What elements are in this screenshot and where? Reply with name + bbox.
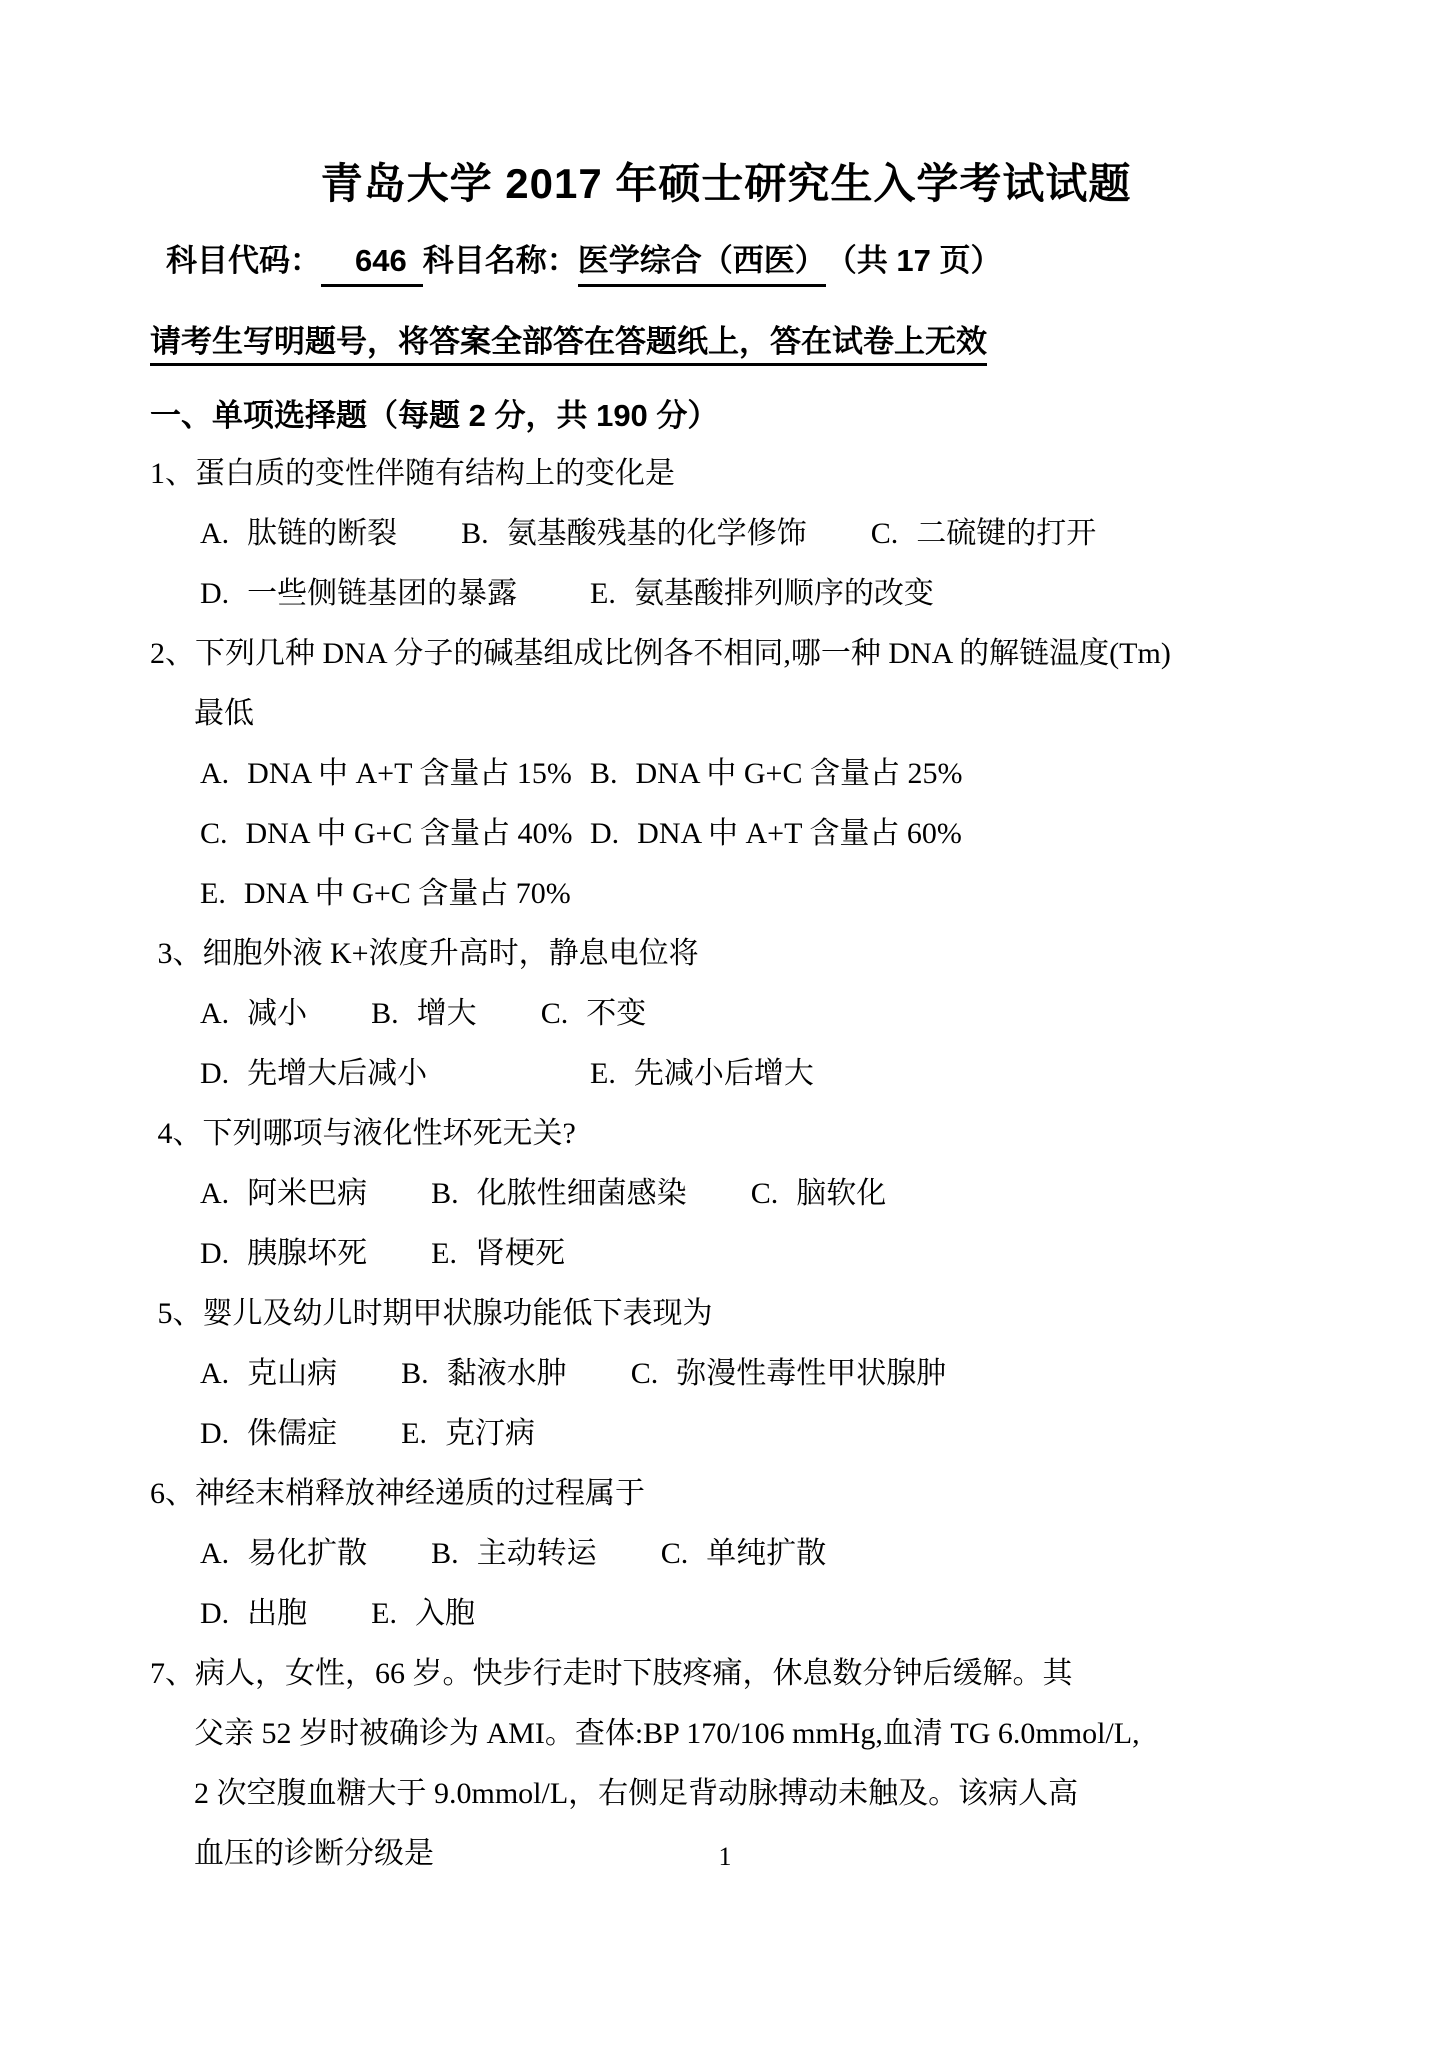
question-stem-continuation xyxy=(150,1764,1302,1824)
option-text: 化脓性细菌感染 xyxy=(476,1177,687,1210)
option-label: D. xyxy=(200,1057,230,1090)
option-label: B. xyxy=(590,757,618,790)
question xyxy=(150,1464,1302,1644)
question-number: 2、 xyxy=(150,637,195,670)
option xyxy=(461,504,807,564)
option-label: D. xyxy=(200,1237,230,1270)
option-text: 先增大后减小 xyxy=(247,1057,428,1090)
option xyxy=(431,1524,597,1584)
option-text: 脑软化 xyxy=(796,1177,887,1210)
option-text: 氨基酸排列顺序的改变 xyxy=(633,577,934,610)
option xyxy=(200,1224,367,1284)
option-label: D. xyxy=(200,1417,230,1450)
question-stem-text: 下列哪项与液化性坏死无关? xyxy=(202,1117,576,1150)
question xyxy=(150,1284,1302,1464)
option-label: E. xyxy=(401,1417,427,1450)
option xyxy=(200,1524,367,1584)
option xyxy=(200,1404,337,1464)
question-number: 6、 xyxy=(150,1477,195,1510)
option xyxy=(200,804,590,864)
option-label: B. xyxy=(461,517,489,550)
option xyxy=(200,744,590,804)
option-text: 出胞 xyxy=(247,1597,308,1630)
option xyxy=(401,1344,567,1404)
question-stem-line xyxy=(150,1464,1302,1524)
page-title: 青岛大学 2017 年硕士研究生入学考试试题 xyxy=(320,160,1132,207)
question-stem-line xyxy=(150,1284,1302,1344)
question xyxy=(150,924,1302,1104)
option-label: E. xyxy=(590,577,616,610)
option-text: DNA 中 G+C 含量占 25% xyxy=(635,757,963,790)
question-number: 3、 xyxy=(150,937,203,970)
question-number: 5、 xyxy=(150,1297,203,1330)
option-label: A. xyxy=(200,1357,230,1390)
subject-pages-note: （共 17 页） xyxy=(825,243,1002,278)
option-text: 易化扩散 xyxy=(247,1537,368,1570)
option-label: B. xyxy=(401,1357,429,1390)
option-label: A. xyxy=(200,1177,230,1210)
option-row xyxy=(150,984,1302,1044)
option-text: 入胞 xyxy=(415,1597,475,1630)
option-text: 氨基酸残基的化学修饰 xyxy=(506,517,807,550)
option-text: 二硫键的打开 xyxy=(916,517,1097,550)
option-text: 侏儒症 xyxy=(247,1417,338,1450)
option xyxy=(541,984,647,1044)
question-stem-text: 病人，女性，66 岁。快步行走时下肢疼痛，休息数分钟后缓解。其 xyxy=(195,1657,1073,1690)
option xyxy=(431,1224,565,1284)
option-row xyxy=(150,864,1302,924)
question-stem-text: 下列几种 DNA 分子的碱基组成比例各不相同,哪一种 DNA 的解链温度(Tm) xyxy=(195,637,1171,670)
notice-text: 请考生写明题号，将答案全部答在答题纸上，答在试卷上无效 xyxy=(150,321,987,366)
option-row xyxy=(150,504,1302,564)
option xyxy=(631,1344,947,1404)
option-row xyxy=(150,1404,1302,1464)
option-label: C. xyxy=(630,1357,659,1390)
question-stem-text: 婴儿及幼儿时期甲状腺功能低下表现为 xyxy=(202,1297,713,1330)
option xyxy=(590,1044,814,1104)
question-stem-continuation xyxy=(150,1704,1302,1764)
option-label: E. xyxy=(200,877,226,910)
option-text: 增大 xyxy=(416,997,477,1030)
question-stem-line xyxy=(150,924,1302,984)
option xyxy=(431,1164,687,1224)
option-text: 黏液水肿 xyxy=(446,1357,567,1390)
question-stem-text: 父亲 52 岁时被确诊为 AMI。查体:BP 170/106 mmHg,血清 TG 6.0mmol/L, xyxy=(194,1717,1140,1750)
option-label: D. xyxy=(200,577,230,610)
option-text: 先减小后增大 xyxy=(633,1057,814,1090)
question-stem-continuation xyxy=(150,684,1302,744)
option xyxy=(371,984,477,1044)
option-row xyxy=(150,1584,1302,1644)
option-text: 克汀病 xyxy=(445,1417,535,1450)
option-text: 弥漫性毒性甲状腺肿 xyxy=(676,1357,947,1390)
option-text: 肾梗死 xyxy=(475,1237,565,1270)
questions-list xyxy=(150,444,1302,1884)
option xyxy=(661,1524,827,1584)
option-label: B. xyxy=(431,1177,459,1210)
option-label: A. xyxy=(200,1537,230,1570)
option-text: 主动转运 xyxy=(476,1537,597,1570)
question-stem-text: 血压的诊断分级是 xyxy=(194,1837,434,1870)
option-row xyxy=(150,1044,1302,1104)
option-text: 减小 xyxy=(247,997,308,1030)
option-text: 单纯扩散 xyxy=(706,1537,827,1570)
question-stem-line xyxy=(150,624,1302,684)
option-text: DNA 中 G+C 含量占 40% xyxy=(245,817,573,850)
option xyxy=(200,1164,367,1224)
page-number: 1 xyxy=(718,1842,732,1871)
option xyxy=(751,1164,887,1224)
option xyxy=(590,744,962,804)
question-stem-text: 2 次空腹血糖大于 9.0mmol/L，右侧足背动脉搏动未触及。该病人高 xyxy=(194,1777,1079,1810)
option-text: 胰腺坏死 xyxy=(247,1237,368,1270)
option xyxy=(200,864,571,924)
option-label: C. xyxy=(870,517,899,550)
question-stem-text: 最低 xyxy=(194,697,254,730)
question xyxy=(150,1104,1302,1284)
option-label: C. xyxy=(540,997,569,1030)
option-label: E. xyxy=(590,1057,616,1090)
question xyxy=(150,444,1302,624)
option-label: D. xyxy=(590,817,620,850)
option xyxy=(200,1044,590,1104)
question-stem-line xyxy=(150,444,1302,504)
option-row xyxy=(150,1164,1302,1224)
option-label: C. xyxy=(200,817,228,850)
option-label: B. xyxy=(371,997,399,1030)
subject-code-label: 科目代码： xyxy=(166,243,321,278)
question xyxy=(150,624,1302,924)
subject-line xyxy=(150,238,1302,287)
subject-code: 646 xyxy=(321,238,423,287)
option-text: DNA 中 G+C 含量占 70% xyxy=(243,877,571,910)
option-row xyxy=(150,1344,1302,1404)
subject-name: 医学综合（西医） xyxy=(578,238,826,287)
option xyxy=(401,1404,535,1464)
option xyxy=(371,1584,475,1644)
question-stem-line xyxy=(150,1644,1302,1704)
option-row xyxy=(150,804,1302,864)
option xyxy=(200,504,397,564)
option xyxy=(200,984,307,1044)
option-text: 阿米巴病 xyxy=(247,1177,368,1210)
option-label: A. xyxy=(200,757,230,790)
subject-name-label: 科目名称： xyxy=(422,243,578,278)
option-text: DNA 中 A+T 含量占 15% xyxy=(247,757,572,790)
option-label: A. xyxy=(200,517,230,550)
option xyxy=(590,804,962,864)
option xyxy=(200,1344,337,1404)
option-row xyxy=(150,564,1302,624)
option-text: DNA 中 A+T 含量占 60% xyxy=(637,817,962,850)
option xyxy=(590,564,934,624)
question-stem-line xyxy=(150,1104,1302,1164)
option xyxy=(200,564,590,624)
question-number: 7、 xyxy=(150,1657,195,1690)
option-row xyxy=(150,744,1302,804)
question-stem-text: 细胞外液 K+浓度升高时，静息电位将 xyxy=(202,937,699,970)
option-label: B. xyxy=(431,1537,459,1570)
question-stem-text: 神经末梢释放神经递质的过程属于 xyxy=(195,1477,645,1510)
section-heading: 一、单项选择题（每题 2 分，共 190 分） xyxy=(150,398,719,433)
option-label: C. xyxy=(750,1177,779,1210)
option-label: A. xyxy=(200,997,230,1030)
option-row xyxy=(150,1224,1302,1284)
notice-row xyxy=(150,287,1302,366)
option xyxy=(200,1584,307,1644)
option xyxy=(871,504,1097,564)
option-label: D. xyxy=(200,1597,230,1630)
option-label: E. xyxy=(371,1597,397,1630)
question-number: 1、 xyxy=(150,457,195,490)
option-row xyxy=(150,1524,1302,1584)
question-number: 4、 xyxy=(150,1117,203,1150)
option-text: 一些侧链基团的暴露 xyxy=(247,577,518,610)
question-stem-text: 蛋白质的变性伴随有结构上的变化是 xyxy=(195,457,675,490)
option-text: 肽链的断裂 xyxy=(247,517,398,550)
option-text: 克山病 xyxy=(247,1357,338,1390)
option-label: E. xyxy=(431,1237,457,1270)
option-text: 不变 xyxy=(586,997,647,1030)
option-label: C. xyxy=(660,1537,689,1570)
